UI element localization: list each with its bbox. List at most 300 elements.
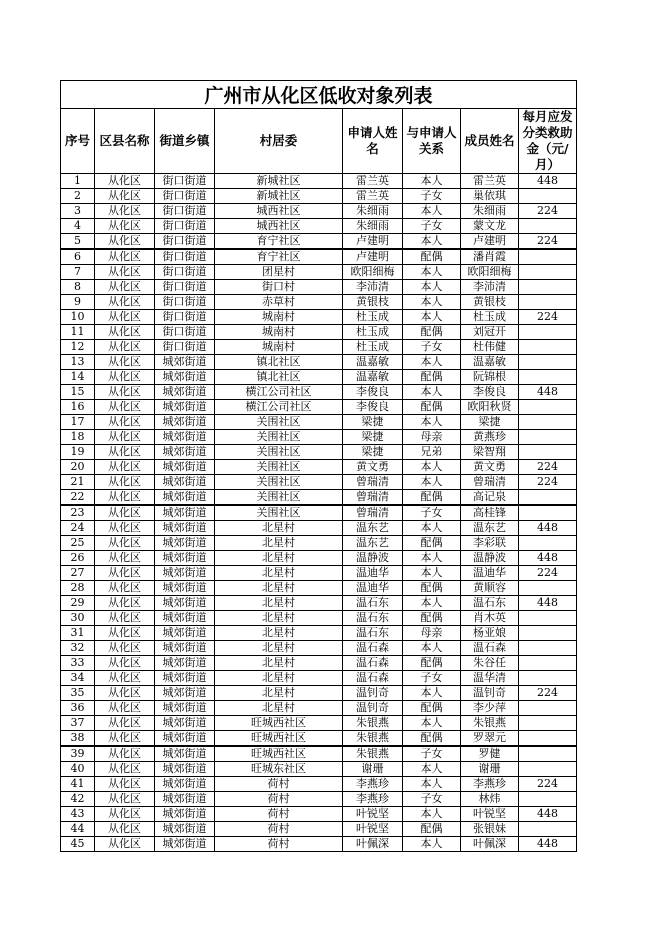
table-cell	[519, 641, 577, 656]
table-cell: 城郊街道	[155, 460, 215, 475]
table-cell: 本人	[403, 641, 461, 656]
table-row	[61, 807, 577, 822]
table-cell: 31	[61, 626, 95, 641]
table-cell: 从化区	[95, 716, 155, 731]
table-row	[61, 204, 577, 219]
table-cell: 黄燕珍	[461, 430, 519, 445]
table-cell: 本人	[403, 686, 461, 701]
table-cell: 城南村	[215, 340, 343, 355]
table-cell: 子女	[403, 189, 461, 204]
table-cell	[519, 626, 577, 641]
table-cell: 42	[61, 792, 95, 807]
table-cell: 北星村	[215, 566, 343, 581]
table-cell	[519, 265, 577, 280]
table-row	[61, 174, 577, 189]
table-cell: 本人	[403, 777, 461, 792]
table-cell: 224	[519, 234, 577, 250]
table-row	[61, 460, 577, 475]
table-cell: 温嘉敏	[461, 355, 519, 370]
recipient-table	[60, 80, 577, 852]
table-cell: 32	[61, 641, 95, 656]
table-cell: 从化区	[95, 686, 155, 701]
table-cell: 城郊街道	[155, 686, 215, 701]
table-cell: 从化区	[95, 731, 155, 747]
table-cell: 温钊奇	[343, 701, 403, 716]
table-cell: 旺城西社区	[215, 746, 343, 762]
table-cell: 旺城西社区	[215, 716, 343, 731]
table-row	[61, 581, 577, 596]
table-cell: 朱银燕	[343, 731, 403, 747]
table-cell: 李俊良	[461, 385, 519, 400]
table-cell	[519, 792, 577, 807]
table-cell: 城郊街道	[155, 777, 215, 792]
table-cell: 温石东	[343, 596, 403, 611]
header-cell: 每月应发分类救助金（元/月）	[519, 109, 577, 174]
table-cell	[519, 280, 577, 295]
table-cell: 潘肖霞	[461, 249, 519, 265]
table-row	[61, 626, 577, 641]
table-cell: 从化区	[95, 219, 155, 234]
table-cell: 从化区	[95, 325, 155, 340]
header-cell: 申请人姓名	[343, 109, 403, 174]
table-row	[61, 340, 577, 355]
table-cell: 城郊街道	[155, 400, 215, 415]
table-cell: 街口街道	[155, 204, 215, 219]
table-cell	[519, 731, 577, 747]
table-cell: 从化区	[95, 807, 155, 822]
table-cell	[519, 822, 577, 837]
table-cell	[519, 445, 577, 460]
table-cell: 北星村	[215, 626, 343, 641]
table-cell: 城郊街道	[155, 671, 215, 686]
table-cell: 18	[61, 430, 95, 445]
table-cell: 旺城东社区	[215, 762, 343, 777]
table-row	[61, 355, 577, 370]
table-row	[61, 671, 577, 686]
table-cell	[519, 505, 577, 521]
table-cell: 29	[61, 596, 95, 611]
table-cell: 城郊街道	[155, 596, 215, 611]
table-cell: 关围社区	[215, 475, 343, 490]
table-cell: 配偶	[403, 400, 461, 415]
table-cell	[519, 716, 577, 731]
table-cell: 雷兰英	[343, 174, 403, 189]
header-cell: 与申请人关系	[403, 109, 461, 174]
table-cell: 从化区	[95, 430, 155, 445]
table-cell: 曾瑞清	[343, 490, 403, 506]
table-cell: 4	[61, 219, 95, 234]
table-cell: 本人	[403, 234, 461, 250]
table-cell: 本人	[403, 596, 461, 611]
table-cell: 温迪华	[343, 566, 403, 581]
table-row	[61, 370, 577, 385]
table-row	[61, 430, 577, 445]
table-cell: 荷村	[215, 837, 343, 852]
table-cell: 育宁社区	[215, 234, 343, 250]
table-cell: 本人	[403, 716, 461, 731]
table-cell: 镇北社区	[215, 370, 343, 385]
table-cell: 城郊街道	[155, 566, 215, 581]
table-cell: 22	[61, 490, 95, 506]
table-cell	[519, 189, 577, 204]
table-cell: 从化区	[95, 445, 155, 460]
table-row	[61, 716, 577, 731]
table-cell: 城南村	[215, 325, 343, 340]
table-row	[61, 536, 577, 551]
table-cell: 曾瑞清	[343, 505, 403, 521]
table-row	[61, 837, 577, 852]
table-row	[61, 295, 577, 310]
table-cell: 北星村	[215, 671, 343, 686]
table-cell: 北星村	[215, 701, 343, 716]
table-cell: 温石森	[461, 641, 519, 656]
table-cell: 温华清	[461, 671, 519, 686]
table-cell: 子女	[403, 340, 461, 355]
table-cell: 温钊奇	[343, 686, 403, 701]
spreadsheet	[60, 80, 576, 852]
table-row	[61, 234, 577, 250]
table-cell	[519, 701, 577, 716]
table-cell: 11	[61, 325, 95, 340]
table-row	[61, 475, 577, 490]
table-cell: 从化区	[95, 701, 155, 716]
table-cell: 从化区	[95, 671, 155, 686]
table-row	[61, 310, 577, 325]
table-cell: 27	[61, 566, 95, 581]
table-cell: 从化区	[95, 189, 155, 204]
table-cell: 关围社区	[215, 490, 343, 506]
header-cell: 成员姓名	[461, 109, 519, 174]
table-cell: 梁捷	[343, 445, 403, 460]
table-cell: 罗翠元	[461, 731, 519, 747]
table-cell: 从化区	[95, 611, 155, 626]
table-cell: 街口街道	[155, 265, 215, 280]
table-cell: 街口街道	[155, 174, 215, 189]
table-cell: 城郊街道	[155, 837, 215, 852]
table-cell: 张银妹	[461, 822, 519, 837]
table-cell: 欧阳细梅	[343, 265, 403, 280]
table-cell: 本人	[403, 762, 461, 777]
table-cell: 朱细雨	[343, 204, 403, 219]
table-cell: 新城社区	[215, 174, 343, 189]
table-cell: 卢建明	[343, 234, 403, 250]
table-cell: 团星村	[215, 265, 343, 280]
table-cell: 从化区	[95, 280, 155, 295]
table-cell: 街口街道	[155, 340, 215, 355]
table-cell: 从化区	[95, 837, 155, 852]
table-cell: 城郊街道	[155, 385, 215, 400]
table-cell: 关围社区	[215, 505, 343, 521]
table-cell: 北星村	[215, 521, 343, 536]
table-cell: 北星村	[215, 656, 343, 671]
table-cell: 街口街道	[155, 310, 215, 325]
table-cell: 448	[519, 837, 577, 852]
table-cell: 本人	[403, 566, 461, 581]
table-cell: 杜玉成	[343, 325, 403, 340]
table-cell: 14	[61, 370, 95, 385]
table-cell: 关围社区	[215, 460, 343, 475]
table-title: 广州市从化区低收对象列表	[61, 81, 577, 109]
table-cell: 北星村	[215, 596, 343, 611]
table-cell: 本人	[403, 280, 461, 295]
table-cell: 卢建明	[343, 249, 403, 265]
table-cell: 配偶	[403, 249, 461, 265]
table-cell: 北星村	[215, 551, 343, 566]
table-cell	[519, 355, 577, 370]
table-cell: 2	[61, 189, 95, 204]
table-cell: 配偶	[403, 611, 461, 626]
table-row	[61, 490, 577, 506]
table-cell	[519, 656, 577, 671]
table-cell: 从化区	[95, 475, 155, 490]
table-cell: 李俊良	[343, 385, 403, 400]
table-cell: 李彩联	[461, 536, 519, 551]
table-cell: 24	[61, 521, 95, 536]
table-row	[61, 521, 577, 536]
table-row	[61, 249, 577, 265]
table-cell: 城郊街道	[155, 536, 215, 551]
table-cell: 母亲	[403, 626, 461, 641]
table-cell: 从化区	[95, 581, 155, 596]
table-cell: 蒙文龙	[461, 219, 519, 234]
table-cell: 7	[61, 265, 95, 280]
table-cell: 224	[519, 566, 577, 581]
table-cell: 街口街道	[155, 325, 215, 340]
table-cell: 30	[61, 611, 95, 626]
table-cell: 街口村	[215, 280, 343, 295]
table-cell: 本人	[403, 521, 461, 536]
table-row	[61, 686, 577, 701]
table-cell: 温迪华	[461, 566, 519, 581]
table-cell: 朱谷任	[461, 656, 519, 671]
table-cell: 新城社区	[215, 189, 343, 204]
table-row	[61, 746, 577, 762]
table-cell	[519, 325, 577, 340]
table-cell: 配偶	[403, 731, 461, 747]
table-cell: 45	[61, 837, 95, 852]
table-row	[61, 219, 577, 234]
table-cell: 温钊奇	[461, 686, 519, 701]
table-cell: 李俊良	[343, 400, 403, 415]
table-cell: 关围社区	[215, 430, 343, 445]
table-cell	[519, 536, 577, 551]
table-cell: 梁捷	[343, 430, 403, 445]
table-cell: 448	[519, 596, 577, 611]
table-cell: 配偶	[403, 701, 461, 716]
table-cell: 从化区	[95, 234, 155, 250]
table-cell: 从化区	[95, 385, 155, 400]
table-cell: 从化区	[95, 596, 155, 611]
table-cell: 北星村	[215, 536, 343, 551]
table-cell: 城郊街道	[155, 430, 215, 445]
table-cell: 街口街道	[155, 189, 215, 204]
table-cell: 从化区	[95, 415, 155, 430]
table-cell	[519, 581, 577, 596]
table-cell: 朱银燕	[343, 716, 403, 731]
table-cell: 肖木英	[461, 611, 519, 626]
table-cell: 谢珊	[343, 762, 403, 777]
table-cell: 梁捷	[461, 415, 519, 430]
table-row	[61, 641, 577, 656]
table-row	[61, 445, 577, 460]
table-cell: 李沛清	[461, 280, 519, 295]
table-cell: 雷兰英	[461, 174, 519, 189]
table-cell: 从化区	[95, 505, 155, 521]
table-cell: 城郊街道	[155, 355, 215, 370]
table-cell: 李沛清	[343, 280, 403, 295]
table-cell: 关围社区	[215, 415, 343, 430]
table-cell: 从化区	[95, 551, 155, 566]
table-row	[61, 731, 577, 747]
table-cell: 温石森	[343, 641, 403, 656]
table-cell: 城郊街道	[155, 521, 215, 536]
table-cell: 罗健	[461, 746, 519, 762]
table-cell: 叶佩深	[343, 837, 403, 852]
table-cell: 40	[61, 762, 95, 777]
table-cell: 杜伟健	[461, 340, 519, 355]
table-cell: 35	[61, 686, 95, 701]
table-cell: 黄银枝	[343, 295, 403, 310]
table-cell: 配偶	[403, 822, 461, 837]
header-row	[61, 109, 577, 174]
table-cell: 城西社区	[215, 204, 343, 219]
table-cell: 224	[519, 777, 577, 792]
table-cell: 17	[61, 415, 95, 430]
table-cell: 杜玉成	[343, 310, 403, 325]
table-cell: 李燕珍	[343, 792, 403, 807]
table-cell: 谢珊	[461, 762, 519, 777]
table-cell: 224	[519, 204, 577, 219]
table-cell: 旺城西社区	[215, 731, 343, 747]
table-cell: 城郊街道	[155, 731, 215, 747]
table-cell: 43	[61, 807, 95, 822]
table-cell: 26	[61, 551, 95, 566]
table-cell: 城郊街道	[155, 581, 215, 596]
table-cell: 子女	[403, 792, 461, 807]
table-cell: 从化区	[95, 295, 155, 310]
table-cell: 6	[61, 249, 95, 265]
table-cell: 北星村	[215, 581, 343, 596]
table-cell: 8	[61, 280, 95, 295]
table-cell: 林炜	[461, 792, 519, 807]
table-row	[61, 777, 577, 792]
table-cell: 温静波	[343, 551, 403, 566]
table-cell: 本人	[403, 204, 461, 219]
table-cell: 城郊街道	[155, 822, 215, 837]
table-cell	[519, 490, 577, 506]
table-cell: 荷村	[215, 822, 343, 837]
table-cell: 育宁社区	[215, 249, 343, 265]
table-cell: 叶锐坚	[343, 822, 403, 837]
table-cell: 叶佩深	[461, 837, 519, 852]
table-cell: 黄银枝	[461, 295, 519, 310]
table-cell: 从化区	[95, 762, 155, 777]
table-cell: 温东艺	[343, 521, 403, 536]
table-cell: 街口街道	[155, 249, 215, 265]
table-cell: 黄文勇	[461, 460, 519, 475]
table-cell: 黄顺容	[461, 581, 519, 596]
table-cell: 9	[61, 295, 95, 310]
table-cell: 温嘉敏	[343, 370, 403, 385]
table-cell: 城西社区	[215, 219, 343, 234]
table-cell: 23	[61, 505, 95, 521]
table-row	[61, 566, 577, 581]
table-cell: 温东艺	[461, 521, 519, 536]
table-cell: 配偶	[403, 581, 461, 596]
table-cell: 城郊街道	[155, 611, 215, 626]
table-cell: 本人	[403, 415, 461, 430]
table-cell: 街口街道	[155, 295, 215, 310]
table-cell: 街口街道	[155, 219, 215, 234]
table-cell: 温嘉敏	[343, 355, 403, 370]
table-cell: 15	[61, 385, 95, 400]
table-cell: 李燕珍	[343, 777, 403, 792]
table-cell: 镇北社区	[215, 355, 343, 370]
table-cell: 从化区	[95, 490, 155, 506]
table-cell	[519, 762, 577, 777]
table-cell: 梁捷	[343, 415, 403, 430]
table-cell: 北星村	[215, 641, 343, 656]
table-cell: 叶锐坚	[461, 807, 519, 822]
table-cell: 李少萍	[461, 701, 519, 716]
table-cell: 温迪华	[343, 581, 403, 596]
table-cell: 本人	[403, 385, 461, 400]
table-cell: 杜玉成	[343, 340, 403, 355]
table-cell: 从化区	[95, 310, 155, 325]
table-cell: 从化区	[95, 746, 155, 762]
table-cell: 荷村	[215, 792, 343, 807]
table-cell: 城郊街道	[155, 505, 215, 521]
table-row	[61, 280, 577, 295]
table-cell: 关围社区	[215, 445, 343, 460]
table-cell: 19	[61, 445, 95, 460]
table-row	[61, 611, 577, 626]
table-cell: 北星村	[215, 686, 343, 701]
table-cell: 温石森	[343, 671, 403, 686]
table-cell: 卢建明	[461, 234, 519, 250]
table-cell: 城郊街道	[155, 626, 215, 641]
table-cell	[519, 370, 577, 385]
table-cell	[519, 295, 577, 310]
table-cell: 从化区	[95, 174, 155, 189]
table-cell: 城郊街道	[155, 807, 215, 822]
header-cell: 区县名称	[95, 109, 155, 174]
table-cell: 12	[61, 340, 95, 355]
table-row	[61, 189, 577, 204]
table-cell: 城郊街道	[155, 762, 215, 777]
table-cell: 本人	[403, 837, 461, 852]
table-cell: 街口街道	[155, 234, 215, 250]
table-row	[61, 265, 577, 280]
table-cell: 曾瑞清	[461, 475, 519, 490]
table-row	[61, 551, 577, 566]
table-row	[61, 385, 577, 400]
table-cell: 荷村	[215, 807, 343, 822]
table-cell: 朱银燕	[461, 716, 519, 731]
table-cell: 从化区	[95, 626, 155, 641]
table-cell: 温静波	[461, 551, 519, 566]
table-cell: 5	[61, 234, 95, 250]
table-cell: 温石森	[343, 656, 403, 671]
table-cell: 朱银燕	[343, 746, 403, 762]
table-cell: 10	[61, 310, 95, 325]
table-cell: 从化区	[95, 265, 155, 280]
table-cell: 温石东	[461, 596, 519, 611]
table-cell: 赤草村	[215, 295, 343, 310]
table-cell: 本人	[403, 807, 461, 822]
table-cell: 224	[519, 310, 577, 325]
table-cell: 温石东	[343, 611, 403, 626]
